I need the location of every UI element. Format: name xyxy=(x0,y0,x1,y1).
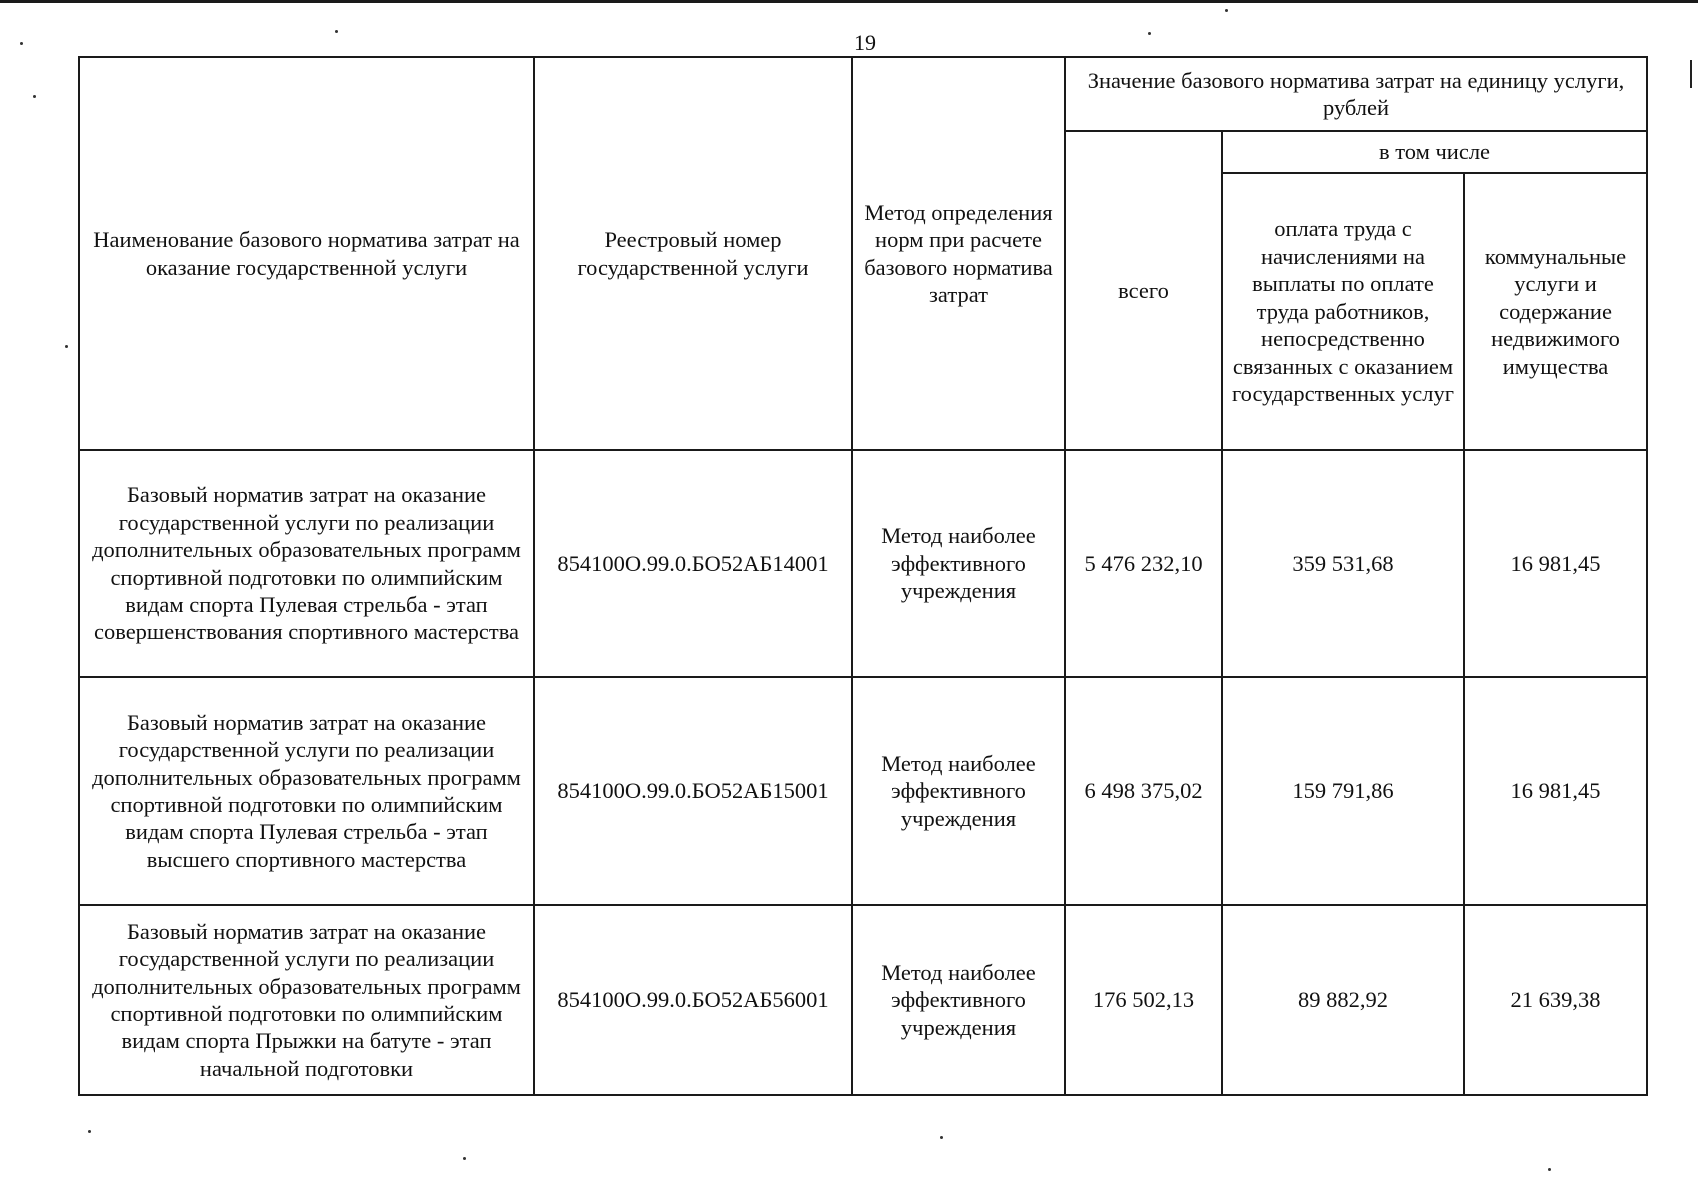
scan-edge-mark xyxy=(1690,60,1692,88)
scan-speck xyxy=(33,95,36,98)
scan-speck xyxy=(1225,9,1228,12)
cell-method: Метод наиболее эффективного учреждения xyxy=(852,905,1065,1095)
cell-method: Метод наиболее эффективного учреждения xyxy=(852,450,1065,677)
header-including: в том числе xyxy=(1222,131,1647,173)
cell-total: 6 498 375,02 xyxy=(1065,677,1222,905)
table-row xyxy=(79,677,1647,905)
cell-wages: 359 531,68 xyxy=(1222,450,1464,677)
header-value-group: Значение базового норматива затрат на единицу услуги, рублей xyxy=(1065,57,1647,131)
scan-speck xyxy=(1548,1168,1551,1171)
cell-registry-number: 854100О.99.0.БО52АБ15001 xyxy=(534,677,852,905)
scan-speck xyxy=(940,1136,943,1139)
cell-registry-number: 854100О.99.0.БО52АБ56001 xyxy=(534,905,852,1095)
cell-utilities: 21 639,38 xyxy=(1464,905,1647,1095)
cell-wages: 159 791,86 xyxy=(1222,677,1464,905)
top-border-line xyxy=(0,0,1698,3)
scan-speck xyxy=(88,1130,91,1133)
header-wages: оплата труда с начислениями на выплаты по оплате труда работников, непосредственно связанных с оказанием государственных услуг xyxy=(1222,173,1464,450)
header-utilities: коммунальные услуги и содержание недвижимого имущества xyxy=(1464,173,1647,450)
scan-speck xyxy=(20,42,23,45)
header-method: Метод определения норм при расчете базового норматива затрат xyxy=(852,57,1065,450)
cell-method: Метод наиболее эффективного учреждения xyxy=(852,677,1065,905)
cost-norms-table xyxy=(78,56,1648,1096)
scan-speck xyxy=(1148,32,1151,35)
header-name: Наименование базового норматива затрат на оказание государственной услуги xyxy=(79,57,534,450)
header-total: всего xyxy=(1065,131,1222,450)
scan-speck xyxy=(335,30,338,33)
cell-registry-number: 854100О.99.0.БО52АБ14001 xyxy=(534,450,852,677)
cell-total: 5 476 232,10 xyxy=(1065,450,1222,677)
table-row xyxy=(79,905,1647,1095)
cell-utilities: 16 981,45 xyxy=(1464,677,1647,905)
cell-name: Базовый норматив затрат на оказание государственной услуги по реализации дополнительных образовательных программ спортивной подготовки по олимпийским видам спорта Пулевая стрельба - этап совершенствования спортивного мастерства xyxy=(79,450,534,677)
table-row xyxy=(79,450,1647,677)
cell-name: Базовый норматив затрат на оказание государственной услуги по реализации дополнительных образовательных программ спортивной подготовки по олимпийским видам спорта Пулевая стрельба - этап высшего спортивного мастерства xyxy=(79,677,534,905)
cell-name: Базовый норматив затрат на оказание государственной услуги по реализации дополнительных образовательных программ спортивной подготовки по олимпийским видам спорта Прыжки на батуте - этап начальной подготовки xyxy=(79,905,534,1095)
cell-utilities: 16 981,45 xyxy=(1464,450,1647,677)
header-row xyxy=(79,57,1647,131)
cell-wages: 89 882,92 xyxy=(1222,905,1464,1095)
header-registry-number: Реестровый номер государственной услуги xyxy=(534,57,852,450)
scan-speck xyxy=(65,345,68,348)
scan-speck xyxy=(463,1157,466,1160)
page-number: 19 xyxy=(854,30,876,55)
cell-total: 176 502,13 xyxy=(1065,905,1222,1095)
